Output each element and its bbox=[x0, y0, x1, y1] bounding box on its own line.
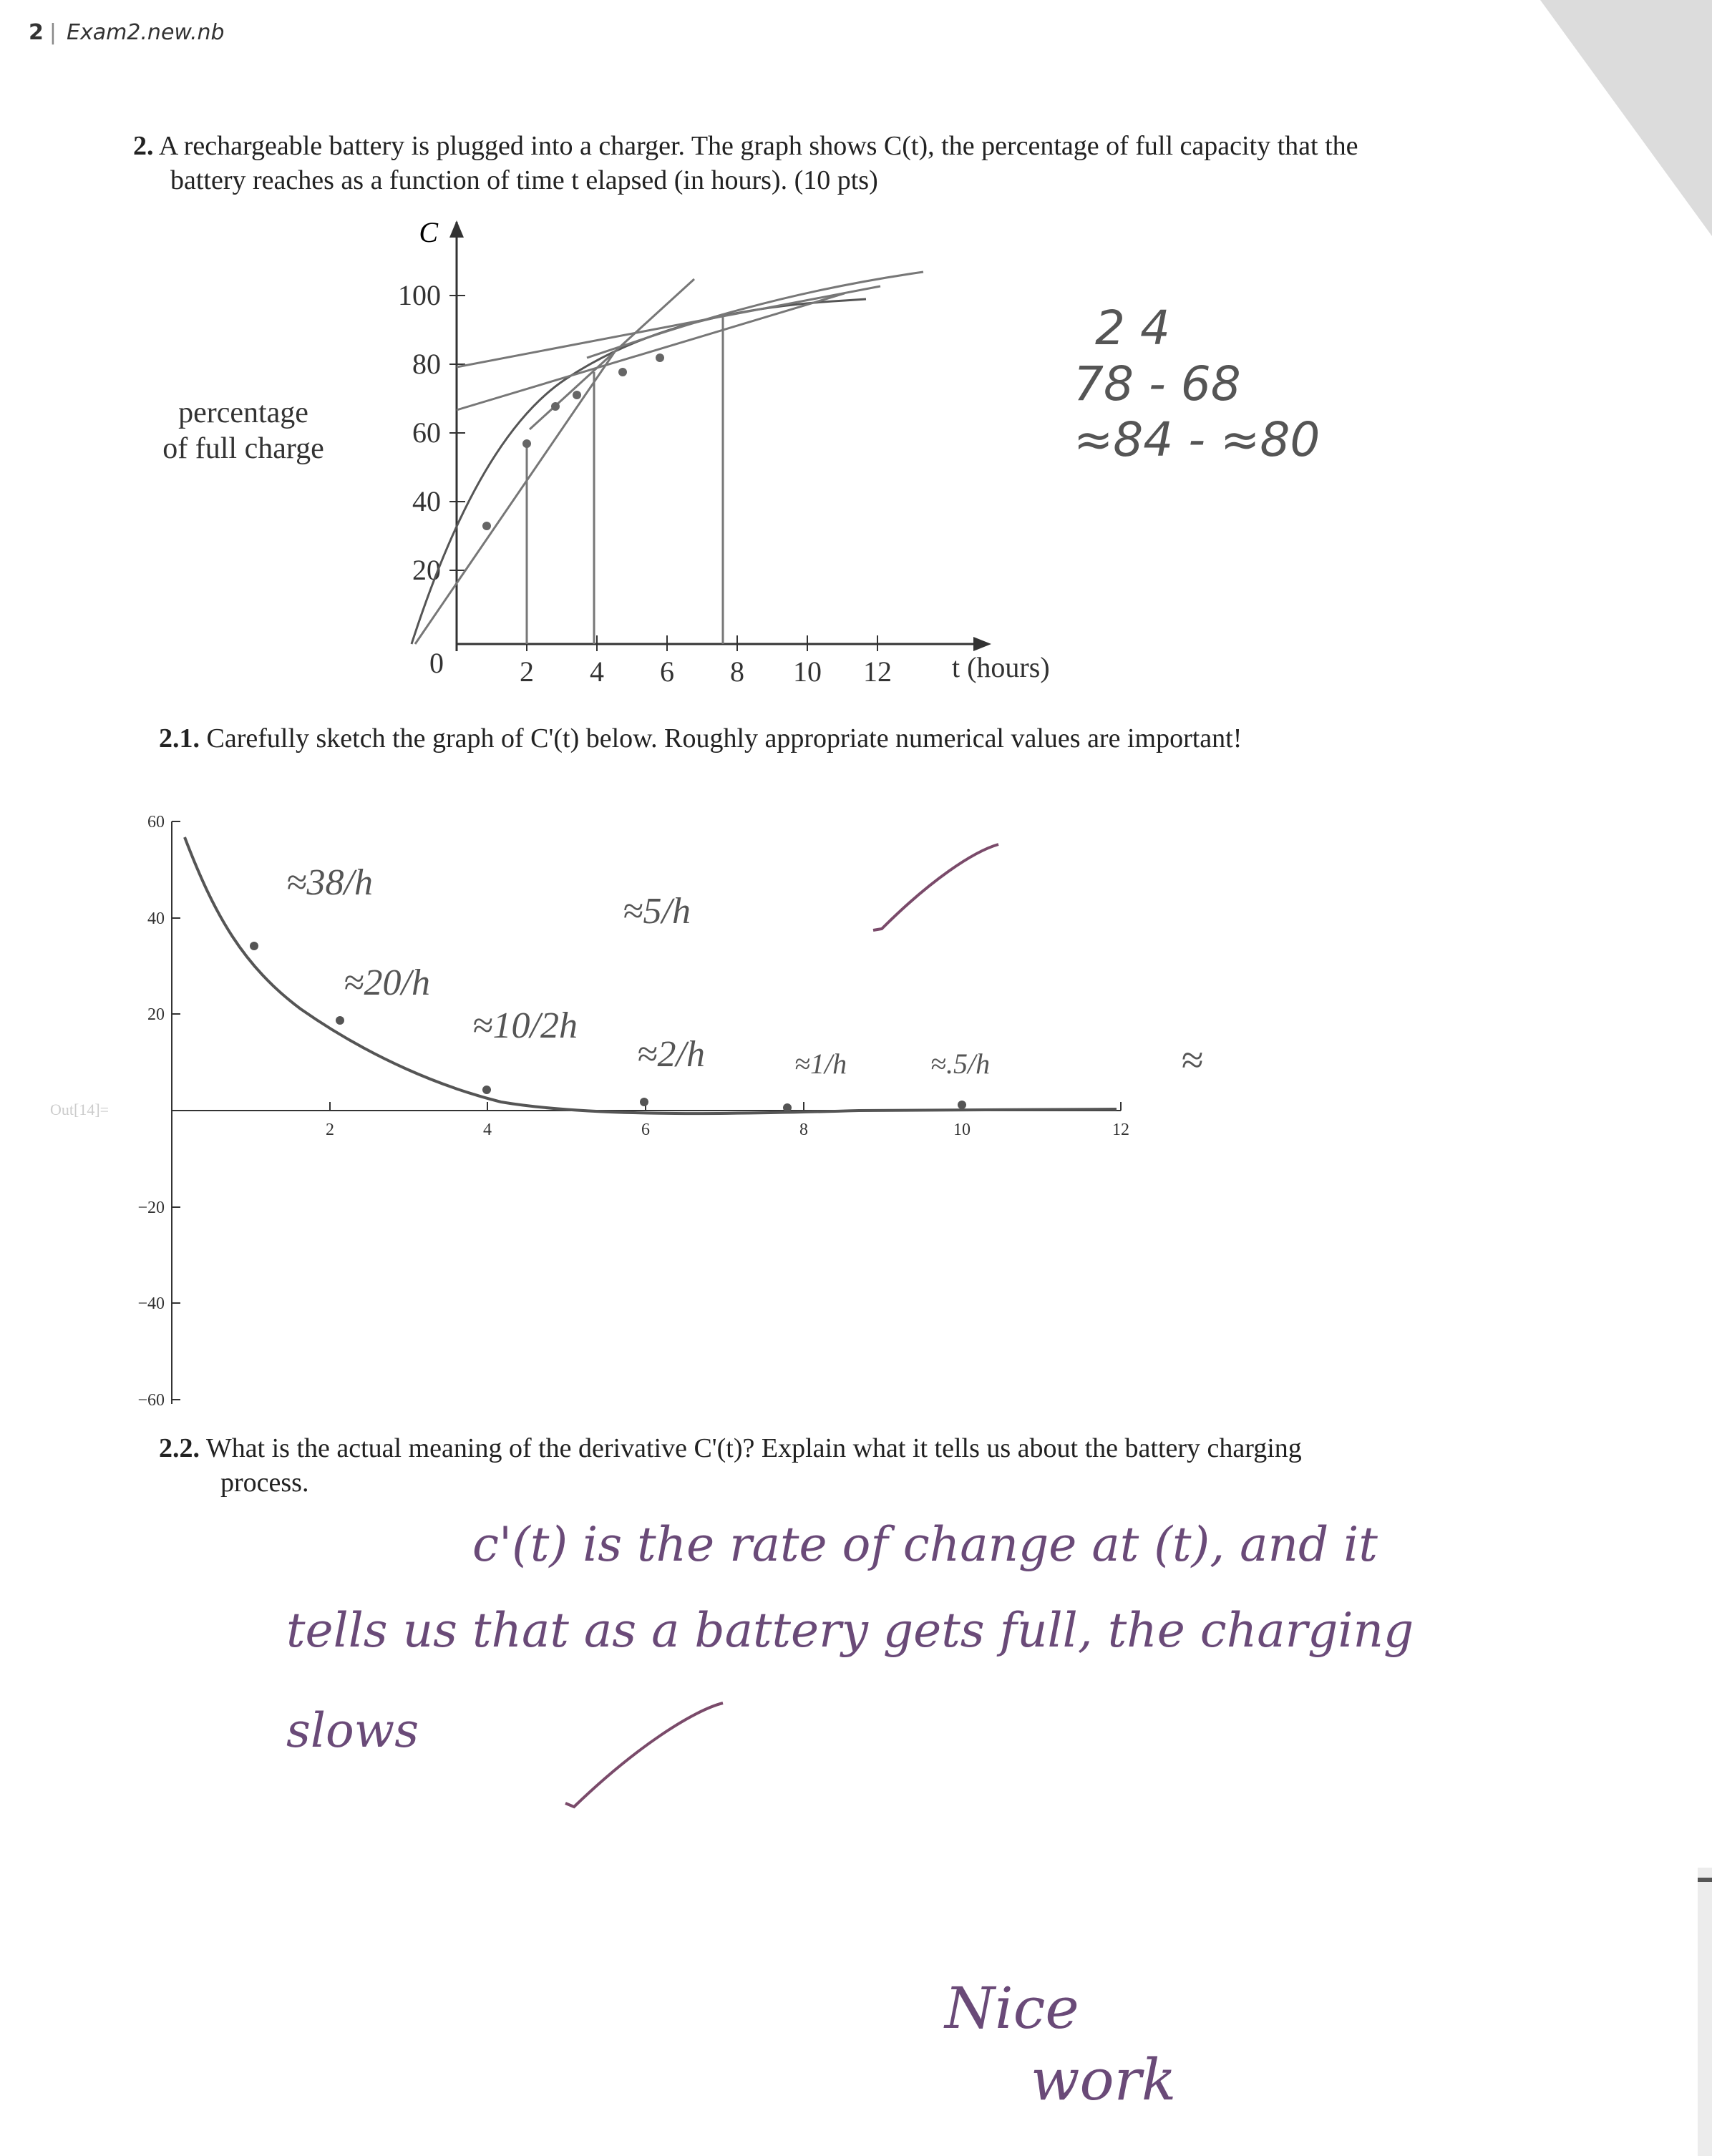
y-title-line-2: of full charge bbox=[162, 432, 324, 465]
part-2-1-text bbox=[159, 721, 1242, 756]
annotation-1: ≈1/h bbox=[794, 1048, 847, 1080]
grader-comment-line-1: Nice bbox=[945, 1975, 1079, 2042]
capacity-graph bbox=[129, 208, 1131, 708]
x-axis-label: t (hours) bbox=[952, 651, 1050, 683]
part-2-2-prompt-line-1: What is the actual meaning of the derivative C'(t)? Explain what it tells us about the battery charging bbox=[205, 1433, 1302, 1463]
y-title-line-1: percentage bbox=[178, 396, 308, 429]
page-number: 2 bbox=[29, 20, 44, 45]
x-tick-2: 2 bbox=[326, 1121, 334, 1139]
y-axis-arrow bbox=[449, 220, 464, 238]
tangent-line bbox=[457, 286, 880, 367]
x-tick-8: 8 bbox=[799, 1121, 808, 1139]
x-tick-10: 10 bbox=[793, 655, 822, 688]
grader-comment-line-2: work bbox=[1031, 2047, 1177, 2113]
answer-line-2: tells us that as a battery gets full, the charging bbox=[286, 1603, 1414, 1658]
y-tick-neg20: −20 bbox=[137, 1199, 165, 1217]
side-work-line-1: 2 4 bbox=[1095, 301, 1170, 356]
file-name: Exam2.new.nb bbox=[66, 20, 225, 45]
part-2-2-number: 2.2. bbox=[159, 1433, 200, 1463]
answer-line-1: c'(t) is the rate of change at (t), and it bbox=[472, 1517, 1378, 1572]
x-tick-6: 6 bbox=[660, 655, 674, 688]
part-2-2-text bbox=[159, 1431, 1302, 1465]
x-axis-arrow bbox=[973, 637, 991, 651]
y-tick-20: 20 bbox=[147, 1005, 165, 1024]
annotation-2: ≈2/h bbox=[637, 1034, 705, 1075]
page-edge bbox=[1698, 1868, 1712, 2156]
x-tick-0: 0 bbox=[429, 647, 444, 679]
grader-checkmark-2 bbox=[558, 1696, 744, 1825]
side-work bbox=[1074, 301, 1320, 468]
annotation-38: ≈38/h bbox=[286, 862, 373, 903]
answer-line-3: slows bbox=[286, 1703, 419, 1758]
y-tick-80: 80 bbox=[412, 348, 441, 380]
capacity-curve bbox=[412, 299, 866, 644]
annotation-5: ≈5/h bbox=[623, 891, 691, 932]
x-tick-4: 4 bbox=[590, 655, 604, 688]
y-tick-40: 40 bbox=[147, 909, 165, 928]
x-tick-12: 12 bbox=[1112, 1121, 1129, 1139]
y-axis-label: C bbox=[419, 216, 438, 248]
notebook-header: 2 | Exam2.new.nb bbox=[29, 20, 225, 45]
part-2-2-prompt-line-2: process. bbox=[220, 1468, 309, 1498]
question-line-1: A rechargeable battery is plugged into a charger. The graph shows C(t), the percentage of full capacity that the bbox=[158, 131, 1358, 161]
y-tick-neg60: −60 bbox=[137, 1391, 165, 1410]
part-2-1-number: 2.1. bbox=[159, 723, 200, 753]
x-tick-4: 4 bbox=[483, 1121, 492, 1139]
tangent-line bbox=[457, 293, 845, 410]
y-tick-100: 100 bbox=[398, 279, 441, 311]
x-tick-12: 12 bbox=[863, 655, 892, 688]
grader-checkmark bbox=[873, 844, 998, 930]
out-label: Out[14]= bbox=[50, 1101, 110, 1118]
y-tick-60: 60 bbox=[147, 813, 165, 831]
x-tick-10: 10 bbox=[953, 1121, 971, 1139]
x-tick-8: 8 bbox=[730, 655, 744, 688]
derivative-graph bbox=[0, 801, 1712, 1424]
side-work-line-2: 78 - 68 bbox=[1074, 356, 1241, 411]
tangent-line bbox=[415, 351, 616, 644]
question-line-2: battery reaches as a function of time t elapsed (in hours). (10 pts) bbox=[170, 165, 878, 195]
annotation-approx: ≈ bbox=[1181, 1038, 1203, 1083]
y-tick-40: 40 bbox=[412, 485, 441, 517]
page-corner-fold bbox=[1526, 0, 1712, 236]
tangent-line bbox=[587, 272, 923, 358]
y-tick-20: 20 bbox=[412, 554, 441, 586]
side-work-line-3: ≈84 - ≈80 bbox=[1074, 412, 1321, 467]
y-tick-neg40: −40 bbox=[137, 1294, 165, 1313]
question-text bbox=[133, 129, 1358, 163]
annotation-20: ≈20/h bbox=[344, 962, 430, 1003]
annotation-05: ≈.5/h bbox=[930, 1048, 991, 1080]
part-2-1-prompt: Carefully sketch the graph of C'(t) below. Roughly appropriate numerical values are important! bbox=[206, 723, 1242, 753]
y-tick-60: 60 bbox=[412, 416, 441, 449]
x-tick-6: 6 bbox=[641, 1121, 650, 1139]
annotation-10: ≈10/2h bbox=[472, 1005, 578, 1046]
x-tick-2: 2 bbox=[520, 655, 534, 688]
question-number: 2. bbox=[133, 131, 154, 161]
